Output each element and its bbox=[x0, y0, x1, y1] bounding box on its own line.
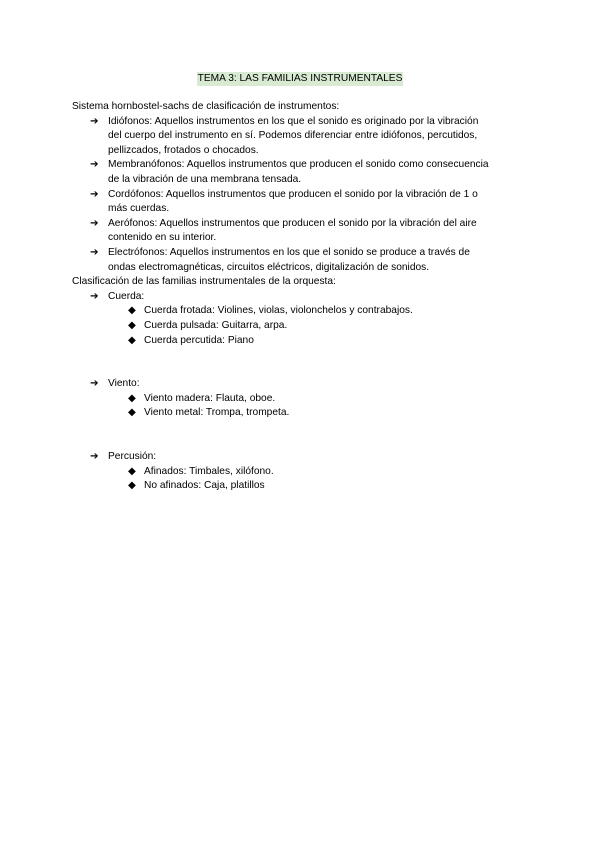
family-name: Percusión: bbox=[108, 451, 157, 463]
family-name: Cuerda: bbox=[108, 290, 145, 302]
arrow-icon: ➔ bbox=[90, 188, 99, 200]
item-text: Cuerda percutida: Piano bbox=[144, 334, 254, 346]
list-item bbox=[72, 158, 532, 187]
item-text: Cuerda pulsada: Guitarra, arpa. bbox=[144, 319, 288, 331]
diamond-icon: ◆ bbox=[128, 334, 136, 346]
item-text: Afinados: Timbales, xilófono. bbox=[144, 465, 274, 477]
item-line: pellizcados, frotados o chocados. bbox=[108, 144, 259, 156]
list-item bbox=[72, 392, 532, 407]
family-percusion bbox=[72, 450, 532, 465]
item-line: del cuerpo del instrumento en sí. Podemos diferenciar entre idiófonos, percutidos, bbox=[108, 130, 478, 142]
diamond-icon: ◆ bbox=[128, 407, 136, 419]
list-item bbox=[72, 188, 532, 217]
document-body bbox=[72, 100, 532, 494]
item-line: más cuerdas. bbox=[108, 203, 170, 215]
list-item bbox=[72, 479, 532, 494]
arrow-icon: ➔ bbox=[90, 290, 99, 302]
arrow-icon: ➔ bbox=[90, 217, 99, 229]
item-text: No afinados: Caja, platillos bbox=[144, 480, 265, 492]
list-item bbox=[72, 406, 532, 421]
arrow-icon: ➔ bbox=[90, 115, 99, 127]
family-name: Viento: bbox=[108, 378, 140, 390]
item-text: Cuerda frotada: Violines, violas, violonchelos y contrabajos. bbox=[144, 305, 413, 317]
arrow-icon: ➔ bbox=[90, 159, 99, 171]
item-line: de la vibración de una membrana tensada. bbox=[108, 173, 302, 185]
diamond-icon: ◆ bbox=[128, 465, 136, 477]
list-item bbox=[72, 334, 532, 349]
intro-text: Sistema hornbostel-sachs de clasificación de instrumentos: bbox=[72, 101, 340, 112]
list-item bbox=[72, 115, 532, 159]
diamond-icon: ◆ bbox=[128, 392, 136, 404]
list-item bbox=[72, 319, 532, 334]
classification-title: Clasificación de las familias instrumentales de la orquesta: bbox=[72, 276, 336, 288]
arrow-icon: ➔ bbox=[90, 246, 99, 258]
arrow-icon: ➔ bbox=[90, 451, 99, 463]
item-line: ondas electromagnéticas, circuitos eléctricos, digitalización de sonidos. bbox=[108, 261, 430, 273]
item-line: Aerófonos: Aquellos instrumentos que producen el sonido por la vibración del aire bbox=[108, 217, 477, 229]
list-item bbox=[72, 465, 532, 480]
diamond-icon: ◆ bbox=[128, 305, 136, 317]
family-viento bbox=[72, 377, 532, 392]
item-line: Idiófonos: Aquellos instrumentos en los que el sonido es originado por la vibración bbox=[108, 115, 479, 127]
list-item bbox=[72, 304, 532, 319]
item-line: Membranófonos: Aquellos instrumentos que producen el sonido como consecuencia bbox=[108, 159, 489, 171]
item-text: Viento madera: Flauta, oboe. bbox=[144, 392, 276, 404]
list-item bbox=[72, 217, 532, 246]
page-title: TEMA 3: LAS FAMILIAS INSTRUMENTALES bbox=[197, 73, 403, 84]
item-text: Viento metal: Trompa, trompeta. bbox=[144, 407, 290, 419]
family-cuerda bbox=[72, 290, 532, 305]
diamond-icon: ◆ bbox=[128, 319, 136, 331]
list-item bbox=[72, 246, 532, 275]
arrow-icon: ➔ bbox=[90, 378, 99, 390]
item-line: contenido en su interior. bbox=[108, 232, 217, 244]
item-line: Cordófonos: Aquellos instrumentos que producen el sonido por la vibración de 1 o bbox=[108, 188, 478, 200]
diamond-icon: ◆ bbox=[128, 480, 136, 492]
item-line: Electrófonos: Aquellos instrumentos en los que el sonido se produce a través de bbox=[108, 246, 470, 258]
